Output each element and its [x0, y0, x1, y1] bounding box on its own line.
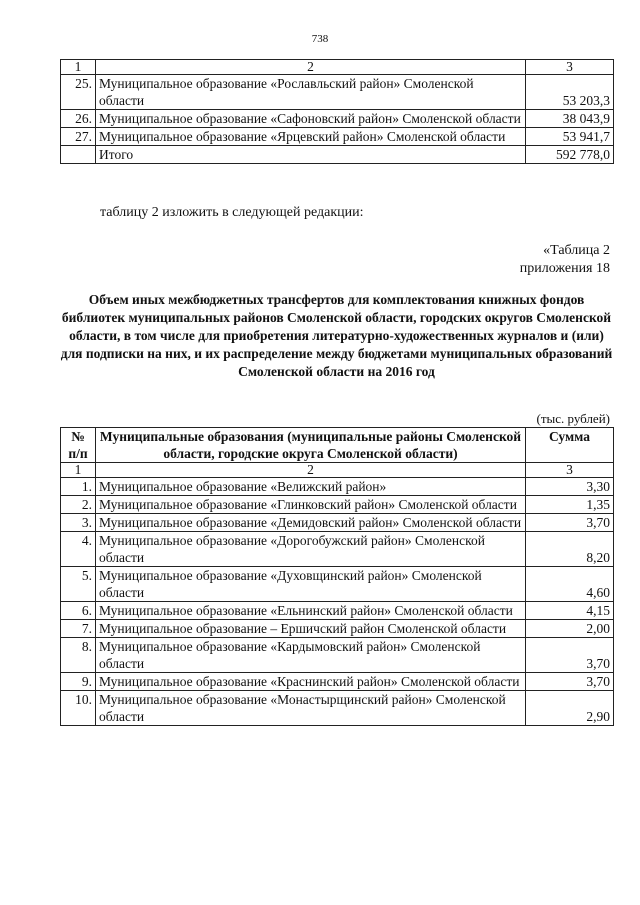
- table-row: [61, 514, 614, 532]
- row-number: 25.: [61, 75, 96, 110]
- amount: 1,35: [526, 496, 614, 514]
- municipality-name: Муниципальное образование «Сафоновский район» Смоленской области: [96, 110, 526, 128]
- row-number: 8.: [61, 638, 96, 673]
- column-index-row: [61, 60, 614, 75]
- column-index: 1: [61, 60, 96, 75]
- municipality-name: Муниципальное образование «Ельнинский район» Смоленской области: [96, 602, 526, 620]
- amount: 8,20: [526, 532, 614, 567]
- row-number: 5.: [61, 567, 96, 602]
- municipality-name: Муниципальное образование «Кардымовский район» Смоленской области: [96, 638, 526, 673]
- row-number: 2.: [61, 496, 96, 514]
- units-label: (тыс. рублей): [536, 411, 610, 426]
- total-amount: 592 778,0: [526, 146, 614, 164]
- amount: 2,00: [526, 620, 614, 638]
- table-row: [61, 478, 614, 496]
- amount: 38 043,9: [526, 110, 614, 128]
- table-row: [61, 691, 614, 726]
- page-number: 738: [311, 33, 329, 45]
- amount: 53 941,7: [526, 128, 614, 146]
- municipality-name: Муниципальное образование «Монастырщинский район» Смоленской области: [96, 691, 526, 726]
- row-number: 1.: [61, 478, 96, 496]
- municipality-name: Муниципальное образование – Ершичский район Смоленской области: [96, 620, 526, 638]
- column-index: 2: [96, 60, 526, 75]
- total-row: [61, 146, 614, 164]
- municipality-name: Муниципальное образование «Краснинский район» Смоленской области: [96, 673, 526, 691]
- municipality-name: Муниципальное образование «Велижский район»: [96, 478, 526, 496]
- amount: 3,70: [526, 673, 614, 691]
- table-caption: «Таблица 2: [543, 243, 610, 258]
- header-sum: Сумма: [526, 428, 614, 463]
- row-number: 3.: [61, 514, 96, 532]
- row-number: 26.: [61, 110, 96, 128]
- municipality-name: Муниципальное образование «Демидовский район» Смоленской области: [96, 514, 526, 532]
- amount: 4,15: [526, 602, 614, 620]
- table-row: [61, 496, 614, 514]
- distribution-table: [60, 427, 614, 726]
- municipality-name: Муниципальное образование «Дорогобужский район» Смоленской области: [96, 532, 526, 567]
- column-index: 2: [96, 463, 526, 478]
- appendix-caption: приложения 18: [519, 261, 610, 276]
- table-row: [61, 110, 614, 128]
- municipality-name: Муниципальное образование «Духовщинский район» Смоленской области: [96, 567, 526, 602]
- amount: 2,90: [526, 691, 614, 726]
- row-number: 9.: [61, 673, 96, 691]
- total-label: Итого: [96, 146, 526, 164]
- header-row: [61, 428, 614, 463]
- column-index: 1: [61, 463, 96, 478]
- municipality-name: Муниципальное образование «Ярцевский район» Смоленской области: [96, 128, 526, 146]
- continued-table: [60, 59, 614, 164]
- column-index-row: [61, 463, 614, 478]
- header-municipality: Муниципальные образования (муниципальные районы Смоленской области, городские округа Смоленской области): [96, 428, 526, 463]
- table-row: [61, 75, 614, 110]
- row-number: 6.: [61, 602, 96, 620]
- header-number: № п/п: [61, 428, 96, 463]
- amount: 3,70: [526, 514, 614, 532]
- table-row: [61, 128, 614, 146]
- amount: 3,70: [526, 638, 614, 673]
- row-number: 7.: [61, 620, 96, 638]
- table-row: [61, 532, 614, 567]
- document-title: Объем иных межбюджетных трансфертов для комплектования книжных фондов библиотек муниципальных районов Смоленской области, городских округов Смоленской области, в том числе для приобретения литературно-художественных журналов и (или) для подписки на них, и их распределение между бюджетами муниципальных образований Смоленской области на 2016 год: [60, 292, 613, 379]
- row-number: 4.: [61, 532, 96, 567]
- table-row: [61, 567, 614, 602]
- table-row: [61, 620, 614, 638]
- amount: 53 203,3: [526, 75, 614, 110]
- table-row: [61, 638, 614, 673]
- table-row: [61, 602, 614, 620]
- row-number: 27.: [61, 128, 96, 146]
- amount: 4,60: [526, 567, 614, 602]
- table-row: [61, 673, 614, 691]
- instruction-paragraph: таблицу 2 изложить в следующей редакции:: [100, 205, 364, 220]
- total-empty-cell: [61, 146, 96, 164]
- row-number: 10.: [61, 691, 96, 726]
- municipality-name: Муниципальное образование «Рославльский район» Смоленской области: [96, 75, 526, 110]
- municipality-name: Муниципальное образование «Глинковский район» Смоленской области: [96, 496, 526, 514]
- column-index: 3: [526, 60, 614, 75]
- amount: 3,30: [526, 478, 614, 496]
- column-index: 3: [526, 463, 614, 478]
